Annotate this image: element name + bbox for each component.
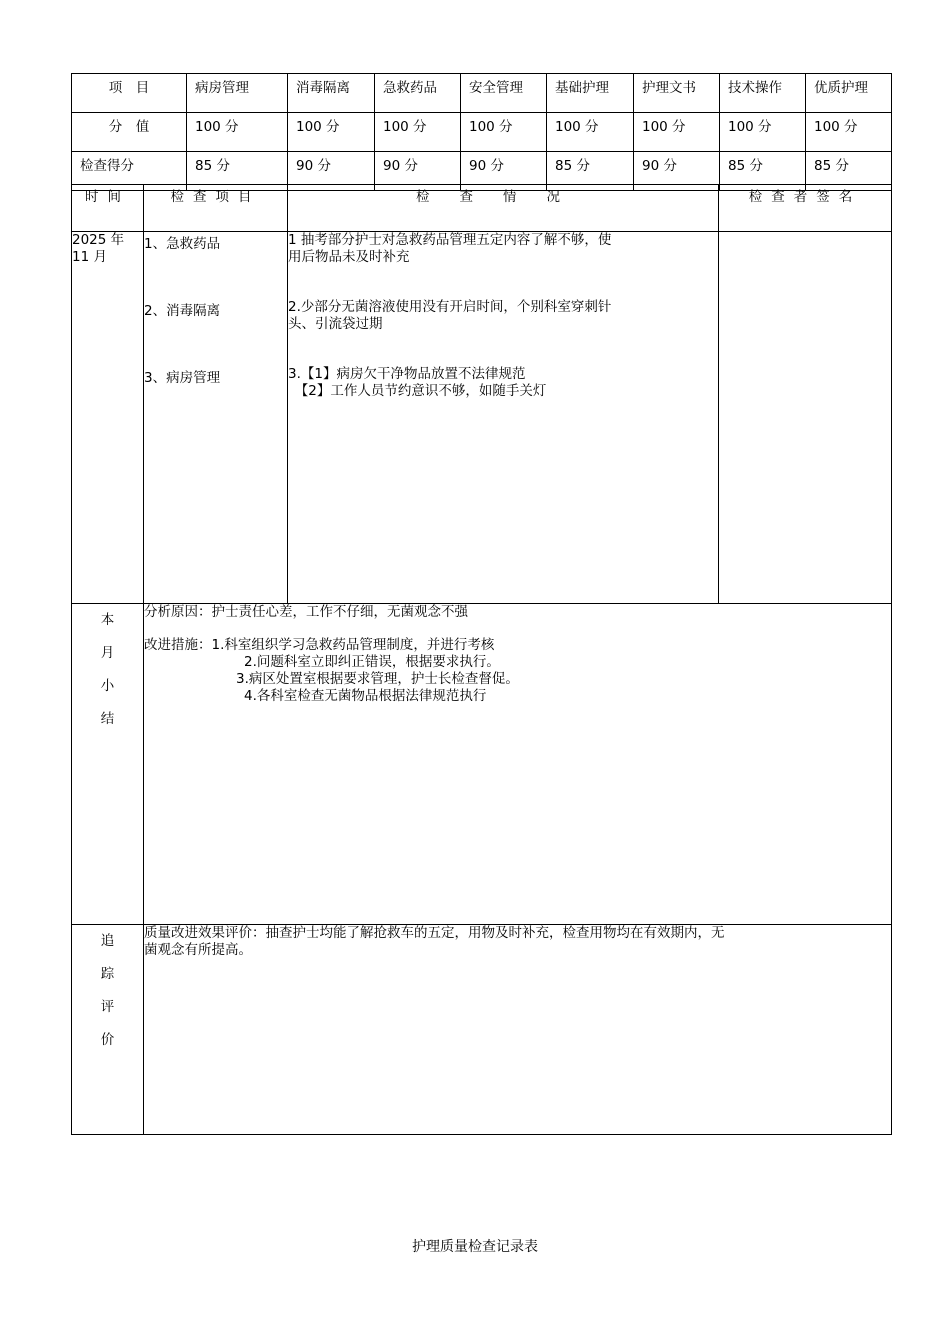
- page-footer-title: 护理质量检查记录表: [412, 1239, 538, 1255]
- summary-content: [144, 604, 892, 925]
- summary-cause: 分析原因：护士责任心差，工作不仔细，无菌观念不强: [144, 604, 468, 620]
- value-cell: 100 分: [288, 113, 375, 152]
- value-cell: 100 分: [806, 113, 892, 152]
- item-entry: 2、消毒隔离: [144, 303, 221, 319]
- score-cell: 90 分: [461, 152, 547, 191]
- follow-up-line: 菌观念有所提高。: [144, 942, 252, 958]
- measure-item: 4.各科室检查无菌物品根据法律规范执行: [244, 688, 487, 704]
- summary-label-char: 小: [100, 678, 115, 694]
- record-items: [144, 232, 288, 604]
- value-cell: 100 分: [375, 113, 461, 152]
- follow-up-label-char: 踪: [100, 966, 115, 982]
- score-cell: 85 分: [547, 152, 634, 191]
- measure-item: 3.病区处置室根据要求管理，护士长检查督促。: [236, 671, 519, 687]
- inspection-record-table: [71, 184, 892, 1135]
- col-item: 检查项目: [144, 185, 288, 232]
- score-cell: 85 分: [806, 152, 892, 191]
- header-cell: 安全管理: [461, 74, 547, 113]
- score-row-label: 检查得分: [72, 152, 187, 191]
- col-signature: 检查者签名: [719, 185, 892, 232]
- header-cell: 优质护理: [806, 74, 892, 113]
- col-time: 时间: [72, 185, 144, 232]
- score-header-row: [72, 74, 892, 113]
- record-body-row: [72, 232, 892, 604]
- signature-cell: [719, 232, 892, 604]
- situation-line: 头、引流袋过期: [288, 316, 383, 332]
- follow-up-label-char: 价: [100, 1032, 115, 1048]
- value-row: [72, 113, 892, 152]
- score-table: [71, 73, 892, 191]
- header-cell: 护理文书: [634, 74, 720, 113]
- record-header-row: [72, 185, 892, 232]
- value-cell: 100 分: [187, 113, 288, 152]
- col-situation: 检查情况: [288, 185, 719, 232]
- score-cell: 85 分: [720, 152, 806, 191]
- follow-up-label-char: 追: [100, 933, 115, 949]
- value-cell: 100 分: [547, 113, 634, 152]
- measure-item: 2.问题科室立即纠正错误，根据要求执行。: [244, 654, 500, 670]
- item-entry: 3、病房管理: [144, 370, 221, 386]
- situation-line: 用后物品未及时补充: [288, 249, 410, 265]
- follow-up-row: [72, 925, 892, 1135]
- header-cell: 基础护理: [547, 74, 634, 113]
- score-cell: 90 分: [634, 152, 720, 191]
- situation-line: 2.少部分无菌溶液使用没有开启时间，个别科室穿刺针: [288, 299, 612, 315]
- header-label: 项 目: [108, 80, 150, 96]
- record-date: [72, 232, 144, 604]
- value-cell: 100 分: [634, 113, 720, 152]
- summary-measure-first: [144, 637, 891, 654]
- situation-line: 【2】工作人员节约意识不够，如随手关灯: [288, 383, 547, 399]
- score-cell: 85 分: [187, 152, 288, 191]
- measure-item: 1.科室组织学习急救药品管理制度，并进行考核: [211, 637, 495, 653]
- follow-up-label: [72, 925, 144, 1135]
- date-year: 2025 年: [72, 232, 125, 248]
- summary-label: [72, 604, 144, 925]
- record-situations: [288, 232, 719, 604]
- follow-up-content: [144, 925, 892, 1135]
- value-cell: 100 分: [461, 113, 547, 152]
- summary-label-char: 结: [100, 711, 115, 727]
- header-cell: 急救药品: [375, 74, 461, 113]
- header-cell: 病房管理: [187, 74, 288, 113]
- summary-row: [72, 604, 892, 925]
- value-cell: 100 分: [720, 113, 806, 152]
- header-cell: 消毒隔离: [288, 74, 375, 113]
- follow-up-label-char: 评: [100, 999, 115, 1015]
- situation-block: [288, 232, 718, 299]
- date-month: 11 月: [72, 249, 107, 265]
- situation-line: 1 抽考部分护士对急救药品管理五定内容了解不够，使: [288, 232, 612, 248]
- header-cell-item: [72, 74, 187, 113]
- situation-block: [288, 366, 718, 433]
- score-cell: 90 分: [288, 152, 375, 191]
- follow-up-line: 质量改进效果评价：抽查护士均能了解抢救车的五定，用物及时补充，检查用物均在有效期内，无: [144, 925, 725, 941]
- measures-prefix: 改进措施：: [144, 637, 212, 653]
- item-entry: 1、急救药品: [144, 236, 221, 252]
- header-cell: 技术操作: [720, 74, 806, 113]
- score-cell: 90 分: [375, 152, 461, 191]
- situation-block: [288, 299, 718, 366]
- summary-label-char: 本: [100, 612, 115, 628]
- value-label: 分 值: [108, 119, 150, 135]
- situation-line: 3.【1】病房欠干净物品放置不法律规范: [288, 366, 526, 382]
- value-row-label: [72, 113, 187, 152]
- summary-label-char: 月: [100, 645, 115, 661]
